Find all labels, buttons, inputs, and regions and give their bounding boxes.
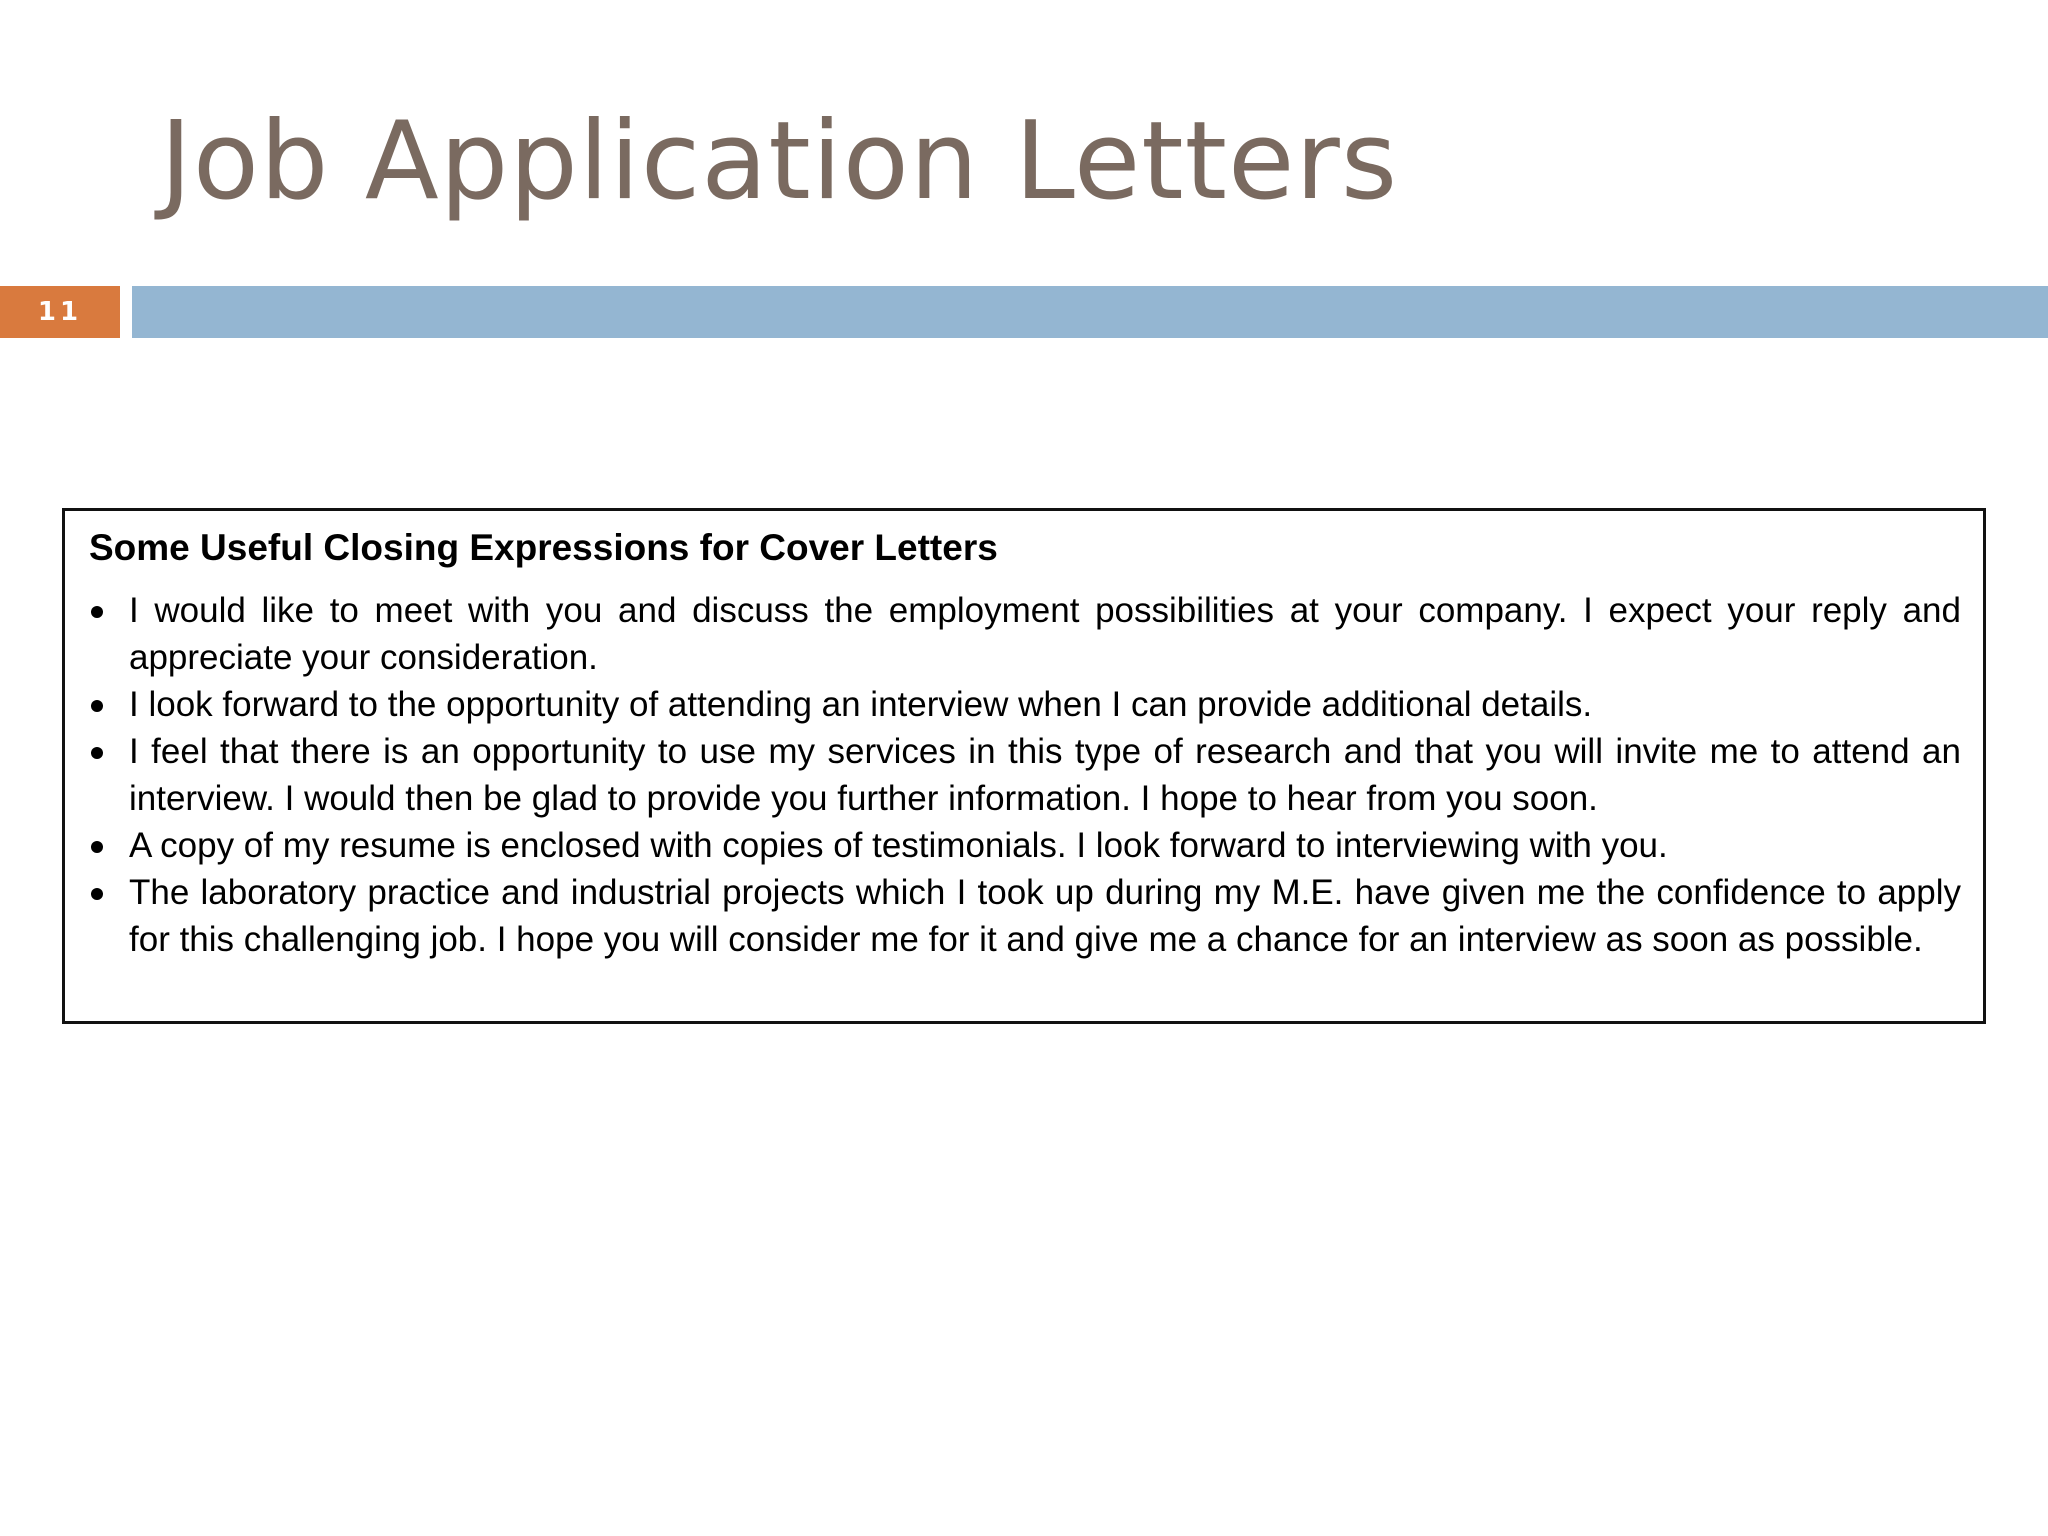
bullet-icon [91, 841, 103, 853]
list-item [89, 728, 1961, 822]
slide-number-badge [0, 286, 120, 338]
list-item-text: I would like to meet with you and discuss the employment possibilities at your company. I expect your reply and appreciate your consideration. [129, 591, 1961, 677]
bullet-icon [91, 888, 103, 900]
list-item-text: The laboratory practice and industrial projects which I took up during my M.E. have given me the confidence to apply for this challenging job. I hope you will consider me for it and give me a chance for an interview as soon as possible. [129, 873, 1961, 959]
list-item [89, 822, 1961, 869]
bullet-icon [91, 700, 103, 712]
list-item-text: A copy of my resume is enclosed with copies of testimonials. I look forward to interviewing with you. [129, 826, 1668, 865]
box-heading: Some Useful Closing Expressions for Cover Letters [89, 527, 998, 568]
list-item-text: I feel that there is an opportunity to use my services in this type of research and that you will invite me to attend an interview. I would then be glad to provide you further information. I hope to hear from you soon. [129, 732, 1961, 818]
list-item [89, 869, 1961, 963]
list-item-text: I look forward to the opportunity of attending an interview when I can provide additional details. [129, 685, 1593, 724]
slide-title: Job Application Letters [160, 99, 1399, 224]
expression-list [89, 587, 1961, 963]
bullet-icon [91, 747, 103, 759]
bullet-icon [91, 606, 103, 618]
slide-number: 11 [37, 297, 83, 327]
list-item [89, 587, 1961, 681]
closing-expressions-box [62, 508, 1986, 1024]
title-underline-bar [132, 286, 2048, 338]
list-item [89, 681, 1961, 728]
